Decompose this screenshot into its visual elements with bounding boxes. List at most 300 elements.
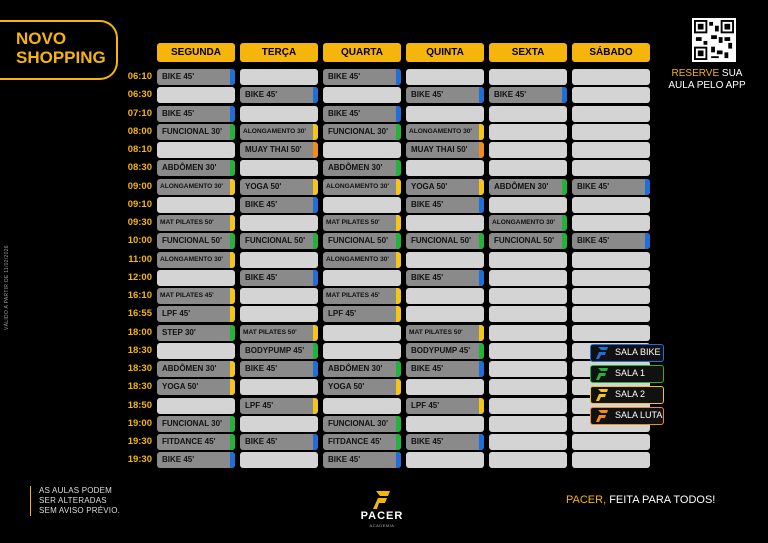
empty-slot	[323, 270, 401, 286]
reserve-caption: RESERVE SUA AULA PELO APP	[668, 68, 746, 91]
empty-slot	[406, 288, 484, 304]
class-name: BIKE 45'	[245, 90, 278, 100]
class-name: MUAY THAI 50'	[411, 145, 468, 154]
empty-slot	[489, 343, 567, 359]
class-cell-abdomen-30[interactable]	[323, 160, 401, 176]
class-name: BIKE 45'	[328, 72, 361, 81]
empty-slot	[157, 270, 235, 286]
empty-slot	[572, 452, 650, 468]
class-cell-alongamento-30[interactable]	[323, 179, 401, 195]
class-name: MAT PILATES 50'	[326, 219, 380, 226]
empty-slot	[489, 124, 567, 140]
class-name: MAT PILATES 45'	[160, 292, 214, 299]
class-cell-step-30[interactable]	[157, 325, 235, 341]
class-cell-yoga-50[interactable]	[240, 179, 318, 195]
class-cell-mat-pilates-50[interactable]	[240, 325, 318, 341]
room-color-marker	[230, 124, 235, 140]
empty-slot	[572, 142, 650, 158]
time-label: 08:10	[127, 144, 152, 155]
class-name: BIKE 45'	[328, 108, 361, 118]
class-name: ABDÔMEN 30'	[494, 181, 549, 191]
room-color-marker	[479, 197, 484, 213]
room-color-marker	[313, 197, 318, 213]
class-cell-alongamento-30[interactable]	[157, 179, 235, 195]
room-color-marker	[562, 87, 567, 103]
room-color-marker	[396, 361, 401, 377]
empty-slot	[572, 306, 650, 322]
class-name: ALONGAMENTO 30'	[243, 127, 306, 135]
empty-slot	[240, 69, 318, 85]
room-color-marker	[479, 270, 484, 286]
empty-slot	[323, 398, 401, 414]
class-cell-bike-45[interactable]	[240, 434, 318, 450]
day-header-terca: TERÇA	[240, 43, 318, 62]
room-color-marker	[230, 288, 235, 304]
class-cell-funcional-30[interactable]	[323, 124, 401, 140]
room-color-marker	[396, 434, 401, 450]
room-color-marker	[562, 179, 567, 195]
class-name: BIKE 45'	[162, 72, 195, 81]
empty-slot	[489, 452, 567, 468]
room-color-marker	[230, 416, 235, 432]
empty-slot	[489, 288, 567, 304]
class-cell-bodypump-45[interactable]	[406, 343, 484, 359]
room-color-marker	[230, 306, 235, 322]
room-color-marker	[313, 434, 318, 450]
time-label: 16:55	[127, 308, 152, 320]
empty-slot	[240, 306, 318, 322]
room-color-marker	[230, 434, 235, 450]
schedule-change-note: AS AULAS PODEM SER ALTERADAS SEM AVISO PRÉVIO.	[30, 486, 150, 516]
class-name: ABDÔMEN 30'	[162, 163, 217, 173]
class-cell-bike-45[interactable]	[323, 106, 401, 122]
qr-code[interactable]	[692, 18, 736, 62]
time-label: 06:10	[127, 71, 152, 82]
empty-slot	[406, 69, 484, 85]
class-name: YOGA 50'	[162, 382, 199, 392]
class-cell-fitdance-45[interactable]	[157, 434, 235, 450]
empty-slot	[572, 106, 650, 122]
class-name: ALONGAMENTO 30'	[409, 127, 472, 135]
class-name: BIKE 45'	[577, 236, 610, 246]
room-color-marker	[230, 379, 235, 395]
day-header-quinta: QUINTA	[406, 43, 484, 62]
room-color-marker	[479, 361, 484, 377]
class-cell-funcional-50[interactable]	[157, 233, 235, 249]
empty-slot	[489, 197, 567, 213]
empty-slot	[489, 270, 567, 286]
room-color-marker	[313, 343, 318, 359]
class-cell-funcional-50[interactable]	[406, 233, 484, 249]
day-header-segunda: SEGUNDA	[157, 43, 235, 62]
room-color-marker	[396, 179, 401, 195]
class-name: ABDÔMEN 30'	[328, 364, 383, 373]
room-color-marker	[313, 124, 318, 140]
class-cell-abdomen-30[interactable]	[489, 179, 567, 195]
room-color-marker	[313, 233, 318, 249]
empty-slot	[323, 325, 401, 341]
class-name: MAT PILATES 50'	[160, 219, 214, 226]
class-cell-bike-45[interactable]	[572, 179, 650, 195]
class-cell-lpf-45[interactable]	[406, 398, 484, 414]
room-color-marker	[396, 215, 401, 231]
class-name: MAT PILATES 45'	[326, 292, 380, 299]
time-label: 09:30	[127, 217, 152, 228]
pacer-logo-icon	[595, 410, 609, 422]
room-color-marker	[313, 398, 318, 414]
class-name: FUNCIONAL 30'	[328, 126, 388, 136]
class-name: BIKE 45'	[328, 455, 361, 465]
class-cell-alongamento-30[interactable]	[406, 124, 484, 140]
time-label: 18:30	[127, 363, 152, 374]
class-cell-funcional-30[interactable]	[157, 416, 235, 432]
class-name: ALONGAMENTO 30'	[326, 182, 389, 190]
time-label: 18:30	[127, 344, 152, 356]
legend-item-sala-2	[590, 386, 664, 404]
class-name: FUNCIONAL 50'	[494, 236, 554, 246]
class-name: YOGA 50'	[411, 181, 448, 191]
class-name: FUNCIONAL 30'	[162, 126, 222, 136]
room-color-marker	[230, 325, 235, 341]
class-name: ALONGAMENTO 30'	[160, 182, 223, 190]
time-label: 11:00	[128, 253, 152, 265]
room-color-marker	[396, 306, 401, 322]
class-cell-abdomen-30[interactable]	[157, 361, 235, 377]
empty-slot	[323, 87, 401, 103]
class-name: BIKE 45'	[411, 272, 444, 282]
empty-slot	[572, 197, 650, 213]
room-color-marker	[562, 215, 567, 231]
time-label: 08:00	[127, 125, 152, 137]
class-cell-funcional-30[interactable]	[157, 124, 235, 140]
brand-logo-text: PACER	[360, 510, 404, 522]
empty-slot	[489, 252, 567, 268]
time-label: 06:30	[127, 89, 152, 101]
class-cell-mat-pilates-50[interactable]	[406, 325, 484, 341]
class-name: YOGA 50'	[245, 181, 282, 191]
brand-logo-subtext: ACADEMIA	[369, 523, 395, 528]
class-cell-bike-45[interactable]	[406, 434, 484, 450]
empty-slot	[406, 160, 484, 176]
class-cell-abdomen-30[interactable]	[157, 160, 235, 176]
class-cell-bike-45[interactable]	[240, 197, 318, 213]
empty-slot	[489, 306, 567, 322]
room-color-marker	[562, 233, 567, 249]
room-color-marker	[313, 325, 318, 341]
day-header-sabado: SÁBADO	[572, 43, 650, 62]
class-cell-bike-45[interactable]	[406, 270, 484, 286]
room-color-marker	[479, 142, 484, 158]
class-cell-mat-pilates-50[interactable]	[323, 215, 401, 231]
room-color-marker	[479, 233, 484, 249]
empty-slot	[406, 215, 484, 231]
empty-slot	[572, 434, 650, 450]
day-header-sexta: SEXTA	[489, 43, 567, 62]
empty-slot	[489, 361, 567, 377]
time-label: 18:00	[127, 326, 152, 338]
class-cell-lpf-45[interactable]	[323, 306, 401, 322]
class-cell-bike-45[interactable]	[240, 87, 318, 103]
empty-slot	[406, 452, 484, 468]
empty-slot	[572, 69, 650, 85]
class-name: FITDANCE 45'	[162, 437, 216, 446]
room-color-marker	[313, 361, 318, 377]
room-color-marker	[396, 452, 401, 468]
slogan: PACER, FEITA PARA TODOS!	[566, 494, 716, 506]
time-label: 09:00	[127, 180, 152, 192]
time-label: 09:10	[127, 198, 152, 210]
empty-slot	[240, 288, 318, 304]
location-title-line2: SHOPPING	[16, 48, 106, 67]
class-name: LPF 45'	[328, 309, 357, 319]
empty-slot	[157, 398, 235, 414]
empty-slot	[572, 270, 650, 286]
empty-slot	[572, 325, 650, 341]
empty-slot	[489, 416, 567, 432]
room-color-marker	[313, 142, 318, 158]
empty-slot	[240, 160, 318, 176]
time-label: 08:30	[127, 162, 152, 174]
class-name: BIKE 45'	[411, 364, 444, 373]
class-name: YOGA 50'	[328, 382, 365, 392]
class-cell-bike-45[interactable]	[157, 106, 235, 122]
class-cell-fitdance-45[interactable]	[323, 434, 401, 450]
room-color-marker	[230, 252, 235, 268]
empty-slot	[240, 416, 318, 432]
empty-slot	[157, 197, 235, 213]
empty-slot	[240, 252, 318, 268]
class-name: ALONGAMENTO 30'	[326, 255, 389, 263]
legend-item-sala-luta	[590, 407, 664, 425]
class-name: STEP 30'	[162, 327, 196, 337]
class-cell-lpf-45[interactable]	[240, 398, 318, 414]
empty-slot	[489, 106, 567, 122]
empty-slot	[489, 142, 567, 158]
class-name: BODYPUMP 45'	[245, 345, 305, 355]
empty-slot	[406, 416, 484, 432]
class-cell-bike-45[interactable]	[157, 69, 235, 85]
pacer-logo-icon	[595, 389, 609, 401]
class-cell-bike-45[interactable]	[323, 452, 401, 468]
legend-label: SALA 2	[615, 389, 646, 399]
class-name: FUNCIONAL 50'	[411, 236, 471, 246]
empty-slot	[406, 306, 484, 322]
empty-slot	[406, 106, 484, 122]
empty-slot	[157, 343, 235, 359]
legend-label: SALA LUTA	[615, 410, 663, 420]
class-cell-mat-pilates-50[interactable]	[157, 215, 235, 231]
room-color-marker	[313, 270, 318, 286]
room-color-marker	[479, 124, 484, 140]
class-name: ABDÔMEN 30'	[328, 163, 383, 173]
room-color-marker	[479, 179, 484, 195]
legend-item-sala-1	[590, 365, 664, 383]
room-color-marker	[479, 325, 484, 341]
class-cell-funcional-30[interactable]	[323, 416, 401, 432]
legend-label: SALA 1	[615, 368, 646, 378]
class-name: BODYPUMP 45'	[411, 345, 471, 355]
class-name: FUNCIONAL 50'	[328, 236, 388, 246]
class-name: MUAY THAI 50'	[245, 145, 302, 154]
room-color-marker	[479, 434, 484, 450]
empty-slot	[406, 252, 484, 268]
room-color-marker	[396, 252, 401, 268]
empty-slot	[323, 197, 401, 213]
empty-slot	[572, 160, 650, 176]
class-cell-alongamento-30[interactable]	[157, 252, 235, 268]
class-cell-mat-pilates-45[interactable]	[157, 288, 235, 304]
class-name: ABDÔMEN 30'	[162, 364, 217, 373]
class-cell-muay-thai-50[interactable]	[240, 142, 318, 158]
room-color-marker	[396, 124, 401, 140]
pacer-logo-icon	[370, 488, 394, 512]
class-name: FUNCIONAL 30'	[328, 418, 388, 428]
room-color-marker	[230, 179, 235, 195]
class-name: BIKE 45'	[245, 437, 278, 446]
empty-slot	[489, 69, 567, 85]
class-name: BIKE 45'	[162, 108, 195, 118]
room-color-marker	[396, 69, 401, 85]
empty-slot	[240, 379, 318, 395]
location-title-line1: NOVO	[16, 29, 67, 48]
class-name: BIKE 45'	[411, 90, 444, 100]
legend-item-sala-bike	[590, 344, 664, 362]
room-color-marker	[230, 106, 235, 122]
class-name: FUNCIONAL 50'	[162, 236, 222, 246]
room-color-marker	[396, 416, 401, 432]
empty-slot	[489, 325, 567, 341]
location-title	[16, 29, 126, 67]
room-color-marker	[230, 69, 235, 85]
class-name: BIKE 45'	[411, 199, 444, 209]
class-cell-bike-45[interactable]	[406, 87, 484, 103]
class-cell-yoga-50[interactable]	[157, 379, 235, 395]
empty-slot	[572, 288, 650, 304]
class-name: FITDANCE 45'	[328, 437, 382, 446]
empty-slot	[572, 252, 650, 268]
empty-slot	[572, 124, 650, 140]
day-header-quarta: QUARTA	[323, 43, 401, 62]
class-cell-alongamento-30[interactable]	[323, 252, 401, 268]
class-cell-yoga-50[interactable]	[406, 179, 484, 195]
class-cell-bike-45[interactable]	[489, 87, 567, 103]
class-cell-funcional-50[interactable]	[489, 233, 567, 249]
time-label: 18:50	[127, 399, 152, 411]
empty-slot	[157, 87, 235, 103]
room-color-marker	[396, 160, 401, 176]
class-name: LPF 45'	[245, 400, 274, 410]
time-label: 12:00	[127, 271, 152, 283]
time-label: 19:00	[127, 417, 152, 429]
time-label: 19:30	[127, 436, 152, 447]
class-cell-bike-45[interactable]	[157, 452, 235, 468]
time-label: 10:00	[127, 235, 152, 247]
class-name: MAT PILATES 50'	[409, 328, 463, 336]
class-cell-lpf-45[interactable]	[157, 306, 235, 322]
class-name: FUNCIONAL 30'	[162, 418, 222, 428]
class-cell-bike-45[interactable]	[572, 233, 650, 249]
qr-code-icon	[694, 20, 734, 60]
validity-note: VÁLIDO A PARTIR DE 11/02/2026	[4, 245, 10, 330]
room-color-marker	[396, 288, 401, 304]
class-name: LPF 45'	[411, 400, 440, 410]
class-name: BIKE 45'	[245, 364, 278, 373]
class-cell-alongamento-30[interactable]	[240, 124, 318, 140]
room-color-marker	[313, 179, 318, 195]
class-cell-bike-45[interactable]	[240, 361, 318, 377]
class-name: BIKE 45'	[577, 181, 610, 191]
empty-slot	[323, 142, 401, 158]
empty-slot	[489, 398, 567, 414]
room-color-marker	[645, 233, 650, 249]
room-color-marker	[230, 215, 235, 231]
class-name: ALONGAMENTO 30'	[160, 255, 223, 263]
time-label: 16:10	[127, 290, 152, 301]
class-name: FUNCIONAL 50'	[245, 236, 305, 246]
class-name: BIKE 45'	[411, 437, 444, 446]
room-color-marker	[230, 452, 235, 468]
room-color-marker	[230, 361, 235, 377]
empty-slot	[489, 379, 567, 395]
pacer-logo-icon	[595, 347, 609, 359]
room-color-marker	[479, 343, 484, 359]
class-cell-mat-pilates-45[interactable]	[323, 288, 401, 304]
empty-slot	[240, 452, 318, 468]
room-color-marker	[230, 233, 235, 249]
time-label: 19:30	[127, 454, 152, 466]
class-cell-funcional-50[interactable]	[323, 233, 401, 249]
empty-slot	[240, 106, 318, 122]
class-name: BIKE 45'	[494, 90, 527, 100]
class-cell-bike-45[interactable]	[323, 69, 401, 85]
class-cell-bike-45[interactable]	[406, 197, 484, 213]
room-color-marker	[396, 106, 401, 122]
room-color-marker	[645, 179, 650, 195]
room-color-marker	[313, 87, 318, 103]
empty-slot	[572, 87, 650, 103]
class-name: LPF 45'	[162, 309, 191, 319]
empty-slot	[240, 215, 318, 231]
room-color-marker	[396, 233, 401, 249]
room-color-marker	[396, 379, 401, 395]
class-cell-abdomen-30[interactable]	[323, 361, 401, 377]
room-color-marker	[479, 398, 484, 414]
class-name: BIKE 45'	[245, 272, 278, 282]
room-color-marker	[479, 87, 484, 103]
class-cell-bike-45[interactable]	[240, 270, 318, 286]
empty-slot	[157, 142, 235, 158]
class-cell-muay-thai-50[interactable]	[406, 142, 484, 158]
class-cell-funcional-50[interactable]	[240, 233, 318, 249]
time-label: 07:10	[127, 107, 152, 119]
empty-slot	[572, 215, 650, 231]
empty-slot	[323, 343, 401, 359]
class-name: BIKE 45'	[245, 199, 278, 209]
class-cell-bodypump-45[interactable]	[240, 343, 318, 359]
legend-label: SALA BIKE	[615, 347, 661, 357]
class-name: BIKE 45'	[162, 455, 195, 465]
time-label: 18:30	[127, 381, 152, 393]
empty-slot	[489, 434, 567, 450]
class-name: ALONGAMENTO 30'	[492, 219, 555, 226]
class-cell-alongamento-30[interactable]	[489, 215, 567, 231]
class-cell-bike-45[interactable]	[406, 361, 484, 377]
room-color-marker	[230, 160, 235, 176]
class-name: MAT PILATES 50'	[243, 328, 297, 336]
class-cell-yoga-50[interactable]	[323, 379, 401, 395]
empty-slot	[406, 379, 484, 395]
pacer-logo-icon	[595, 368, 609, 380]
